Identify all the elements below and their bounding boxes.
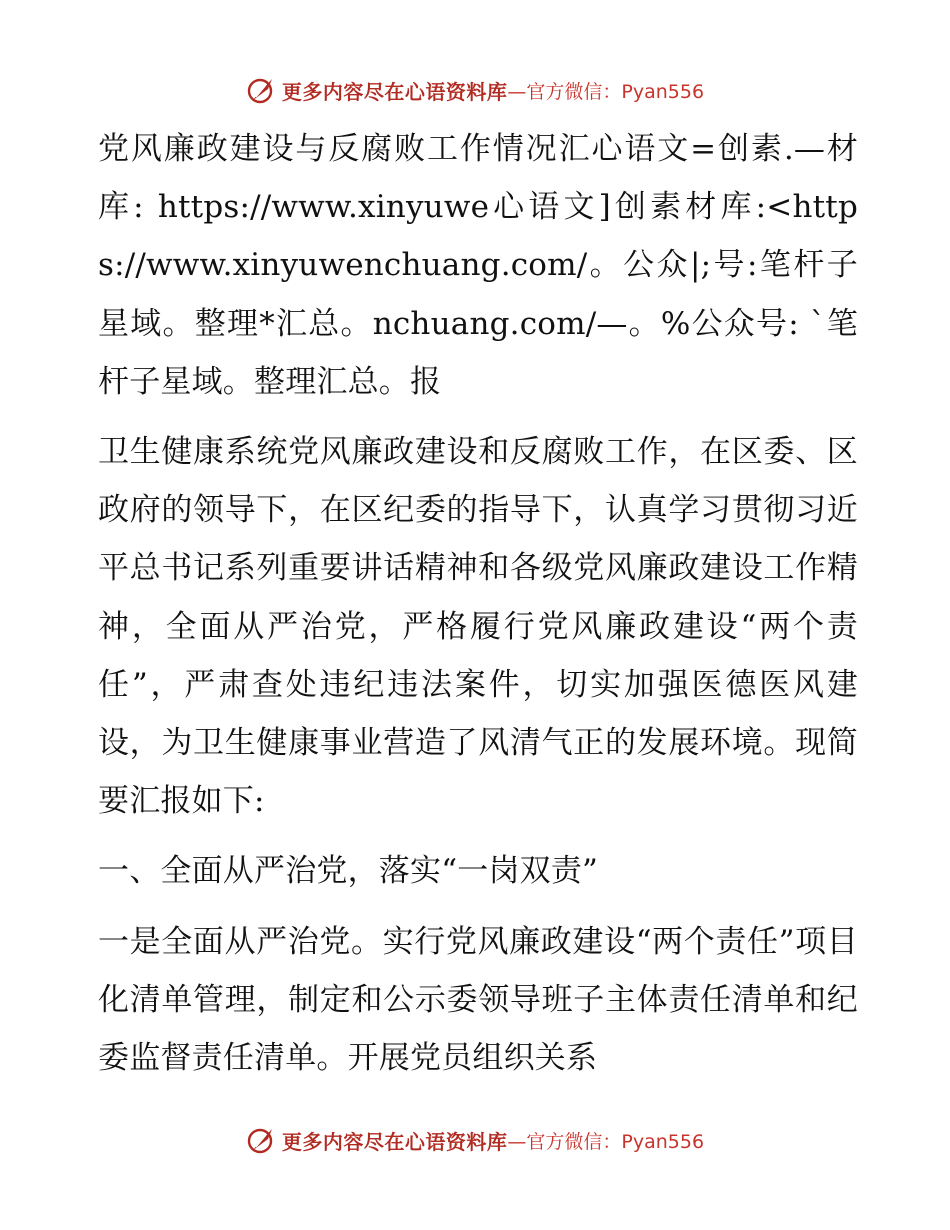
banner-text: 更多内容尽在心语资料库 [281,1129,508,1154]
banner-wechat: —官方微信：Pyan556 [507,1130,705,1153]
quill-pen-logo-icon [246,1125,276,1155]
intro-paragraph: 卫生健康系统党风廉政建设和反腐败工作，在区委、区政府的领导下，在区纪委的指导下，认真学习贯彻习近平总书记系列重要讲话精神和各级党风廉政建设工作精神，全面从严治党，严格履行党风廉政建设“两个责任”，严肃查处违纪违法案件，切实加强医德医风建设，为卫生健康事业营造了风清气正的发展环境。现简要汇报如下: [98,434,858,820]
quill-pen-logo-icon [246,75,276,105]
header-banner [0,70,950,110]
document-title-paragraph: 党风廉政建设与反腐败工作情况汇心语文=创素.—材库: https://www.xinyuwe心语文]创素材库:<https://www.xinyuwenchuang.com/。公众|;号:笔杆子星域。整理*汇总。nchuang.com/—。%公众号: `笔杆子星域。整理汇总。报 [98,131,858,400]
footer-banner [0,1120,950,1160]
section-heading-1: 一、全面从严治党，落实“一岗双责” [98,853,599,890]
document-body [98,120,858,1087]
item-paragraph-1: 一是全面从严治党。实行党风廉政建设“两个责任”项目化清单管理，制定和公示委领导班子主体责任清单和纪委监督责任清单。开展党员组织关系 [98,923,858,1077]
banner-text: 更多内容尽在心语资料库 [281,79,508,104]
banner-wechat: —官方微信：Pyan556 [507,80,705,103]
